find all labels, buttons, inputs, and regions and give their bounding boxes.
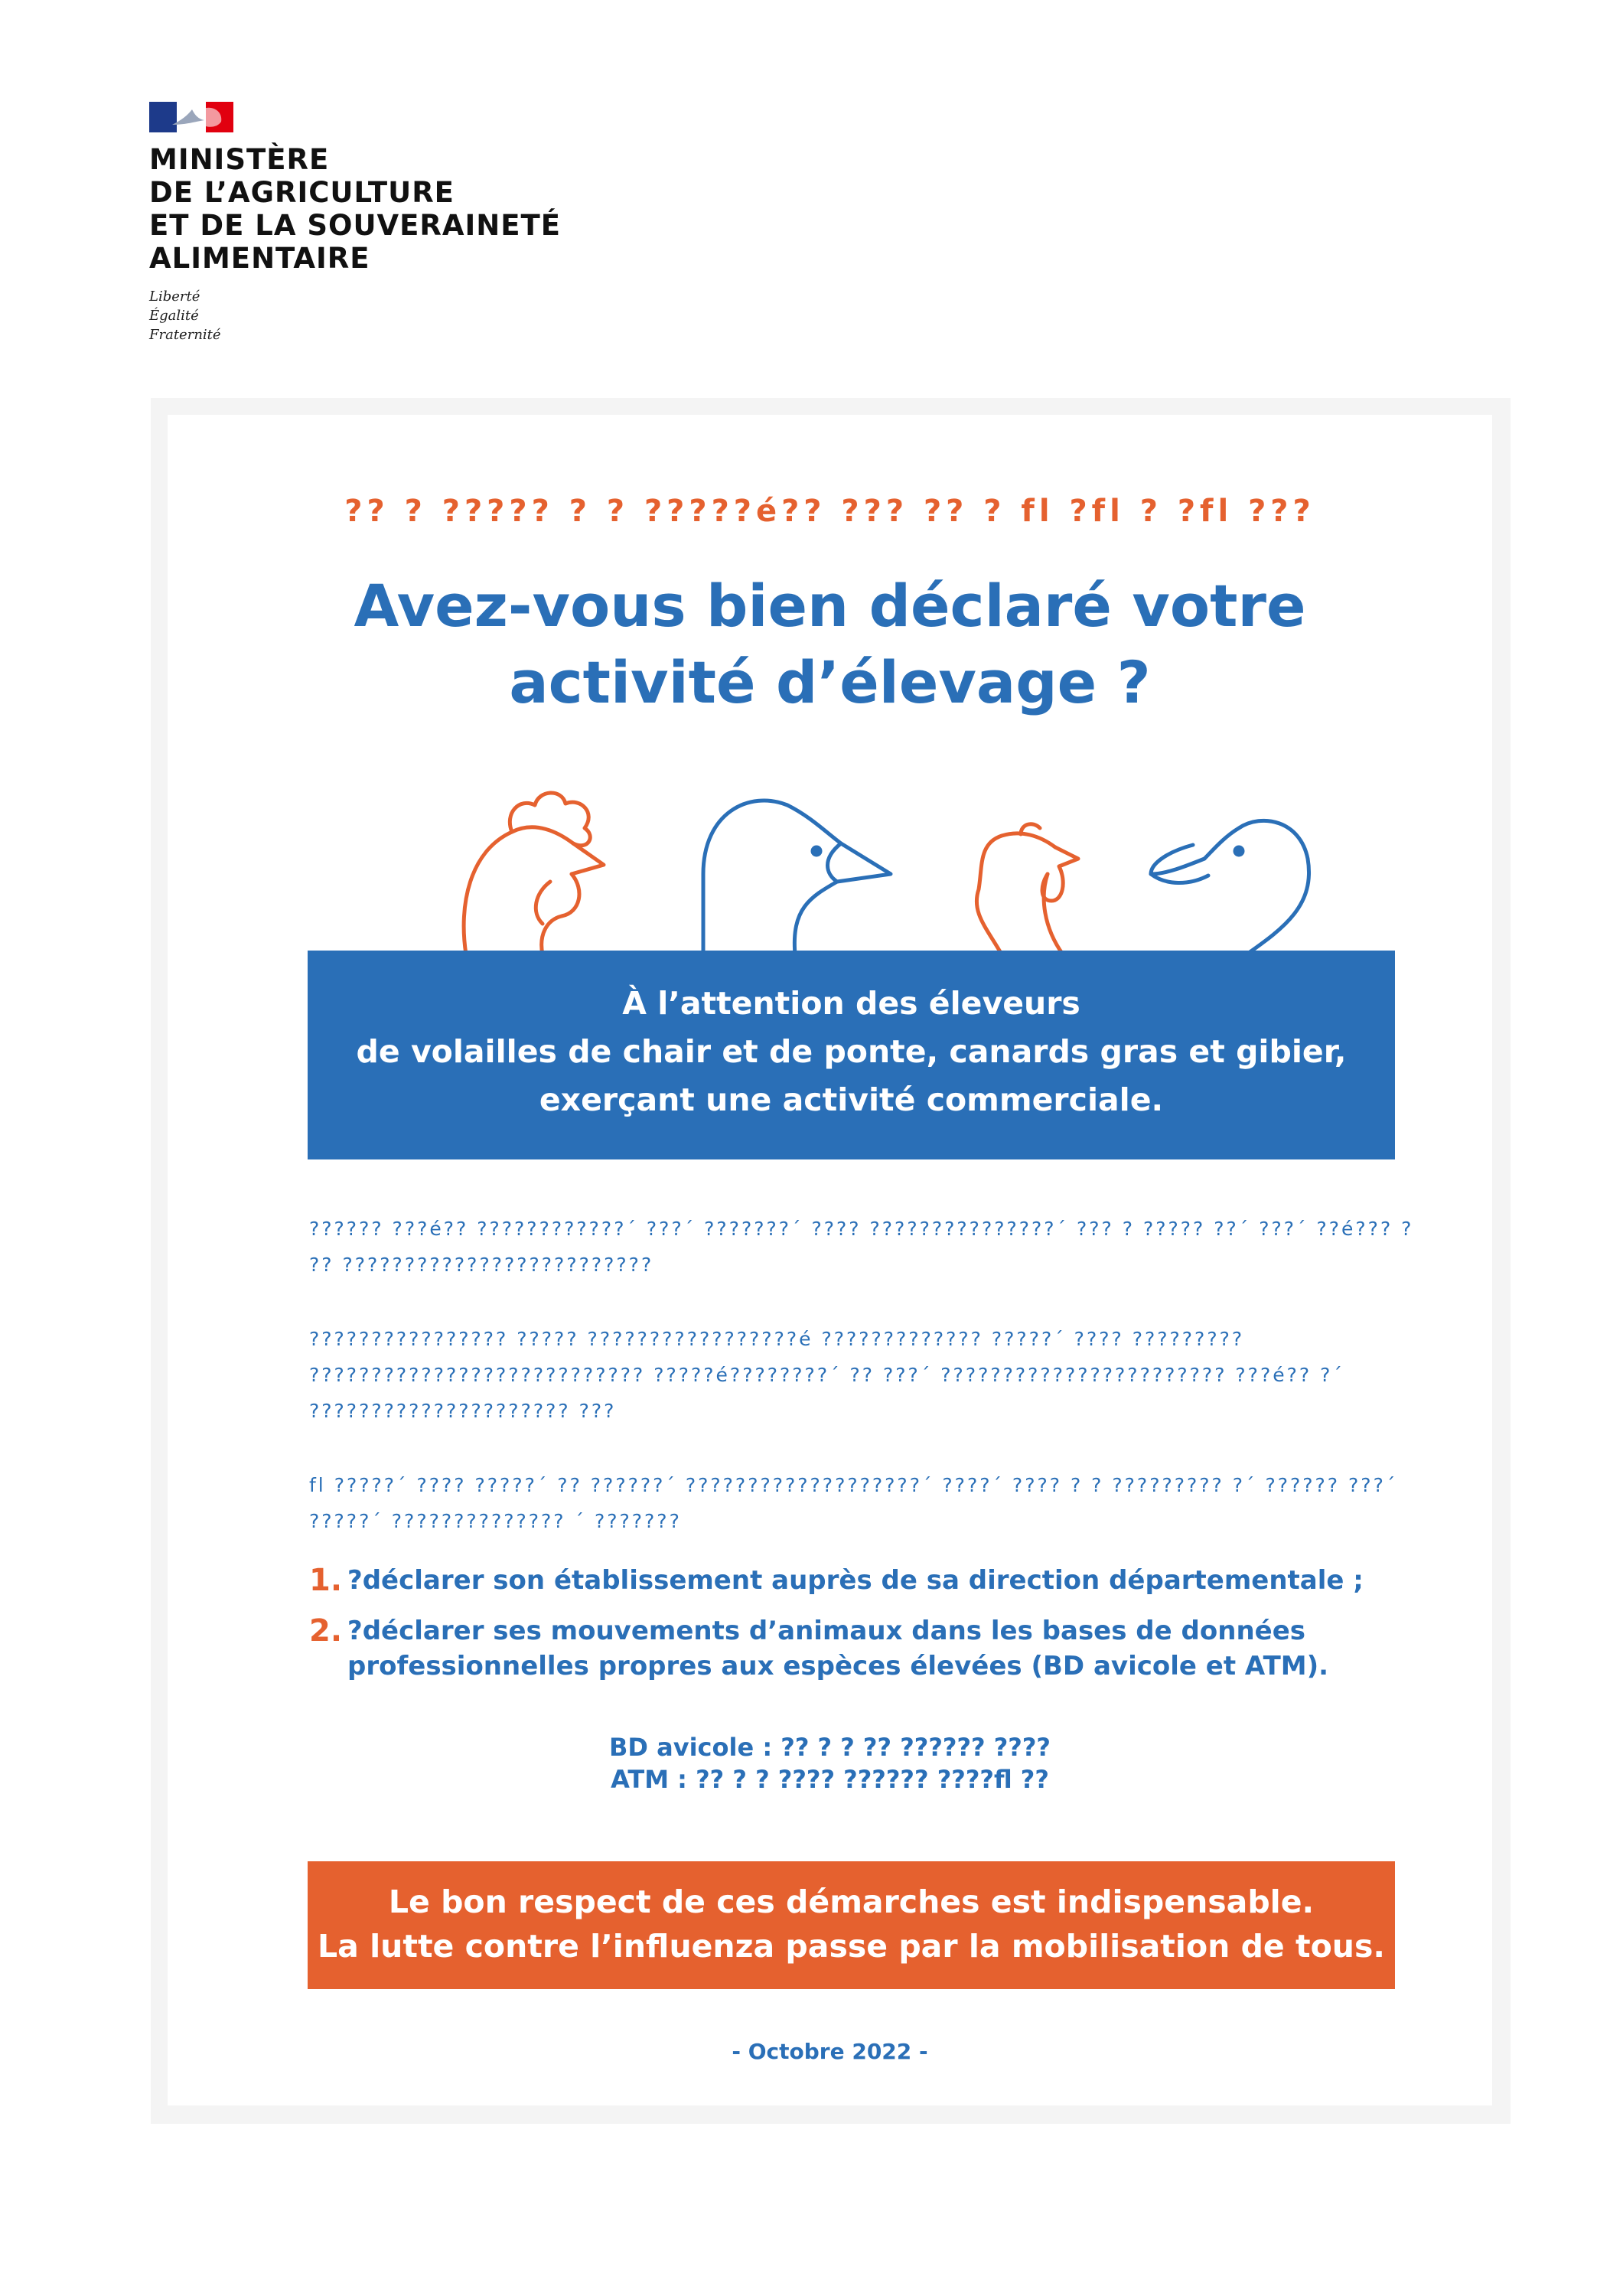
motto-line: Égalité <box>149 308 199 324</box>
ministry-logo <box>149 102 561 344</box>
ministry-line: MINISTÈRE <box>149 143 330 176</box>
body-text <box>309 1211 1419 1577</box>
poster-inner <box>168 415 1492 2105</box>
closing-line: La lutte contre l’influenza passe par la mobilisation de tous. <box>318 1928 1385 1965</box>
duck-icon <box>1151 820 1309 954</box>
title-line: Avez-vous bien déclaré votre <box>354 572 1306 640</box>
ministry-line: DE L’AGRICULTURE <box>149 176 455 209</box>
link-label: BD avicole : <box>609 1733 773 1762</box>
step-number: 2. <box>309 1613 343 1649</box>
marianne-flag-icon <box>149 102 233 132</box>
turkey-icon <box>976 824 1078 954</box>
step-text: ?déclarer ses mouvements d’animaux dans les bases de données professionnelles propres aux espèces élevées (BD avicole et ATM). <box>347 1616 1329 1681</box>
ministry-line: ALIMENTAIRE <box>149 242 370 275</box>
ministry-line: ET DE LA SOUVERAINETÉ <box>149 209 562 242</box>
banner-line: de volailles de chair et de ponte, canards gras et gibier, <box>356 1033 1347 1070</box>
paragraph: ???????????????? ????? ?????????????????é ????????????? ?????´ ???? ????????? ??????????????????????????? ?????é????????´ ?? ???´ ??????????????????????? ???é?? ?´ ????????????????????? ??? <box>309 1328 1344 1422</box>
paragraph: fl ?????´ ???? ?????´ ?? ??????´ ???????????????????´ ????´ ???? ? ? ????????? ?´ ?????? ???´ ?????´ ?????????????? ´ ??????? <box>309 1474 1398 1532</box>
poster-title <box>168 568 1492 721</box>
republic-motto <box>149 287 561 344</box>
step-number: 1. <box>309 1563 343 1598</box>
goose-icon <box>703 801 891 954</box>
link-row <box>168 1731 1492 1763</box>
poster-card <box>151 398 1511 2124</box>
link-url[interactable]: ?? ? ? ???? ?????? ????fl ?? <box>696 1765 1049 1794</box>
link-label: ATM : <box>611 1765 687 1794</box>
title-line: activité d’élevage ? <box>509 648 1151 716</box>
audience-banner <box>308 951 1395 1159</box>
step-item <box>309 1563 1419 1598</box>
steps-list <box>309 1563 1419 1699</box>
step-item <box>309 1613 1419 1684</box>
motto-line: Liberté <box>149 289 200 305</box>
ministry-name <box>149 143 561 275</box>
motto-line: Fraternité <box>149 327 221 343</box>
publication-date: - Octobre 2022 - <box>732 2039 928 2064</box>
banner-line: exerçant une activité commerciale. <box>539 1081 1164 1118</box>
paragraph: ?????? ???é?? ????????????´ ???´ ???????´ ???? ???????????????´ ??? ? ????? ??´ ???´ ??é??? ? ?? ????????????????????????? <box>309 1218 1414 1276</box>
database-links <box>168 1731 1492 1795</box>
poster-subtitle: ?? ? ????? ? ? ?????é?? ??? ?? ? fl ?fl ? ?fl ??? <box>344 494 1315 529</box>
step-text: ?déclarer son établissement auprès de sa direction départementale ; <box>347 1565 1364 1596</box>
birds-illustration <box>451 759 1400 966</box>
closing-line: Le bon respect de ces démarches est indispensable. <box>388 1883 1315 1920</box>
link-url[interactable]: ?? ? ? ?? ?????? ???? <box>781 1733 1051 1762</box>
banner-line: À l’attention des éleveurs <box>622 985 1080 1022</box>
rooster-icon <box>464 793 604 954</box>
closing-banner <box>308 1861 1395 1989</box>
link-row <box>168 1763 1492 1795</box>
